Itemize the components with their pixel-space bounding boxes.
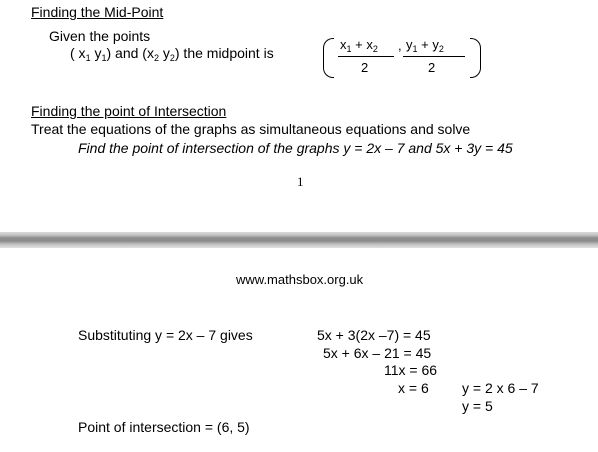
points-text: ) and (x bbox=[106, 45, 154, 61]
website-url: www.mathsbox.org.uk bbox=[236, 272, 364, 287]
working-step: x = 6 bbox=[398, 380, 429, 396]
fraction-subscript: 2 bbox=[438, 44, 444, 54]
points-text: y bbox=[90, 45, 102, 61]
fraction-subscript: 1 bbox=[412, 44, 418, 54]
fraction-comma: , bbox=[398, 38, 402, 53]
points-subscript: 1 bbox=[101, 53, 107, 63]
fraction-text: + x bbox=[351, 37, 373, 52]
fraction-y-bar bbox=[403, 56, 465, 57]
points-text: y bbox=[158, 45, 170, 61]
points-text: ( x bbox=[70, 45, 86, 61]
working-step: 11x = 66 bbox=[384, 362, 438, 378]
right-parenthesis bbox=[470, 38, 481, 78]
working-step: 5x + 3(2x –7) = 45 bbox=[317, 327, 431, 343]
question-text: Find the point of intersection of the graphs y = 2x – 7 and 5x + 3y = 45 bbox=[78, 140, 513, 156]
fraction-x-denominator: 2 bbox=[361, 60, 369, 75]
intersection-heading: Finding the point of Intersection bbox=[31, 103, 227, 119]
fraction-subscript: 1 bbox=[346, 44, 352, 54]
page-number: 1 bbox=[297, 174, 304, 189]
fraction-x-bar bbox=[338, 56, 394, 57]
given-points-line: Given the points bbox=[49, 28, 151, 44]
fraction-text: y bbox=[406, 37, 413, 52]
points-expression bbox=[70, 45, 274, 61]
working-step: 5x + 6x – 21 = 45 bbox=[323, 345, 432, 361]
answer-text: Point of intersection = (6, 5) bbox=[78, 419, 250, 435]
points-text: ) the midpoint is bbox=[174, 45, 274, 61]
fraction-subscript: 2 bbox=[372, 44, 378, 54]
fraction-x-numerator bbox=[340, 37, 378, 52]
y-substitution-step: y = 2 x 6 – 7 bbox=[462, 380, 539, 396]
points-subscript: 2 bbox=[153, 53, 159, 63]
page-separator bbox=[0, 232, 598, 248]
fraction-text: + y bbox=[417, 37, 439, 52]
points-subscript: 1 bbox=[85, 53, 91, 63]
left-parenthesis bbox=[323, 38, 334, 78]
fraction-text: x bbox=[340, 37, 347, 52]
midpoint-heading: Finding the Mid-Point bbox=[31, 4, 164, 20]
instruction-text: Treat the equations of the graphs as simultaneous equations and solve bbox=[31, 121, 471, 137]
substitution-label: Substituting y = 2x – 7 gives bbox=[78, 327, 253, 343]
fraction-y-denominator: 2 bbox=[428, 60, 436, 75]
fraction-y-numerator bbox=[406, 37, 444, 52]
points-subscript: 2 bbox=[169, 53, 175, 63]
y-result-step: y = 5 bbox=[462, 398, 493, 414]
